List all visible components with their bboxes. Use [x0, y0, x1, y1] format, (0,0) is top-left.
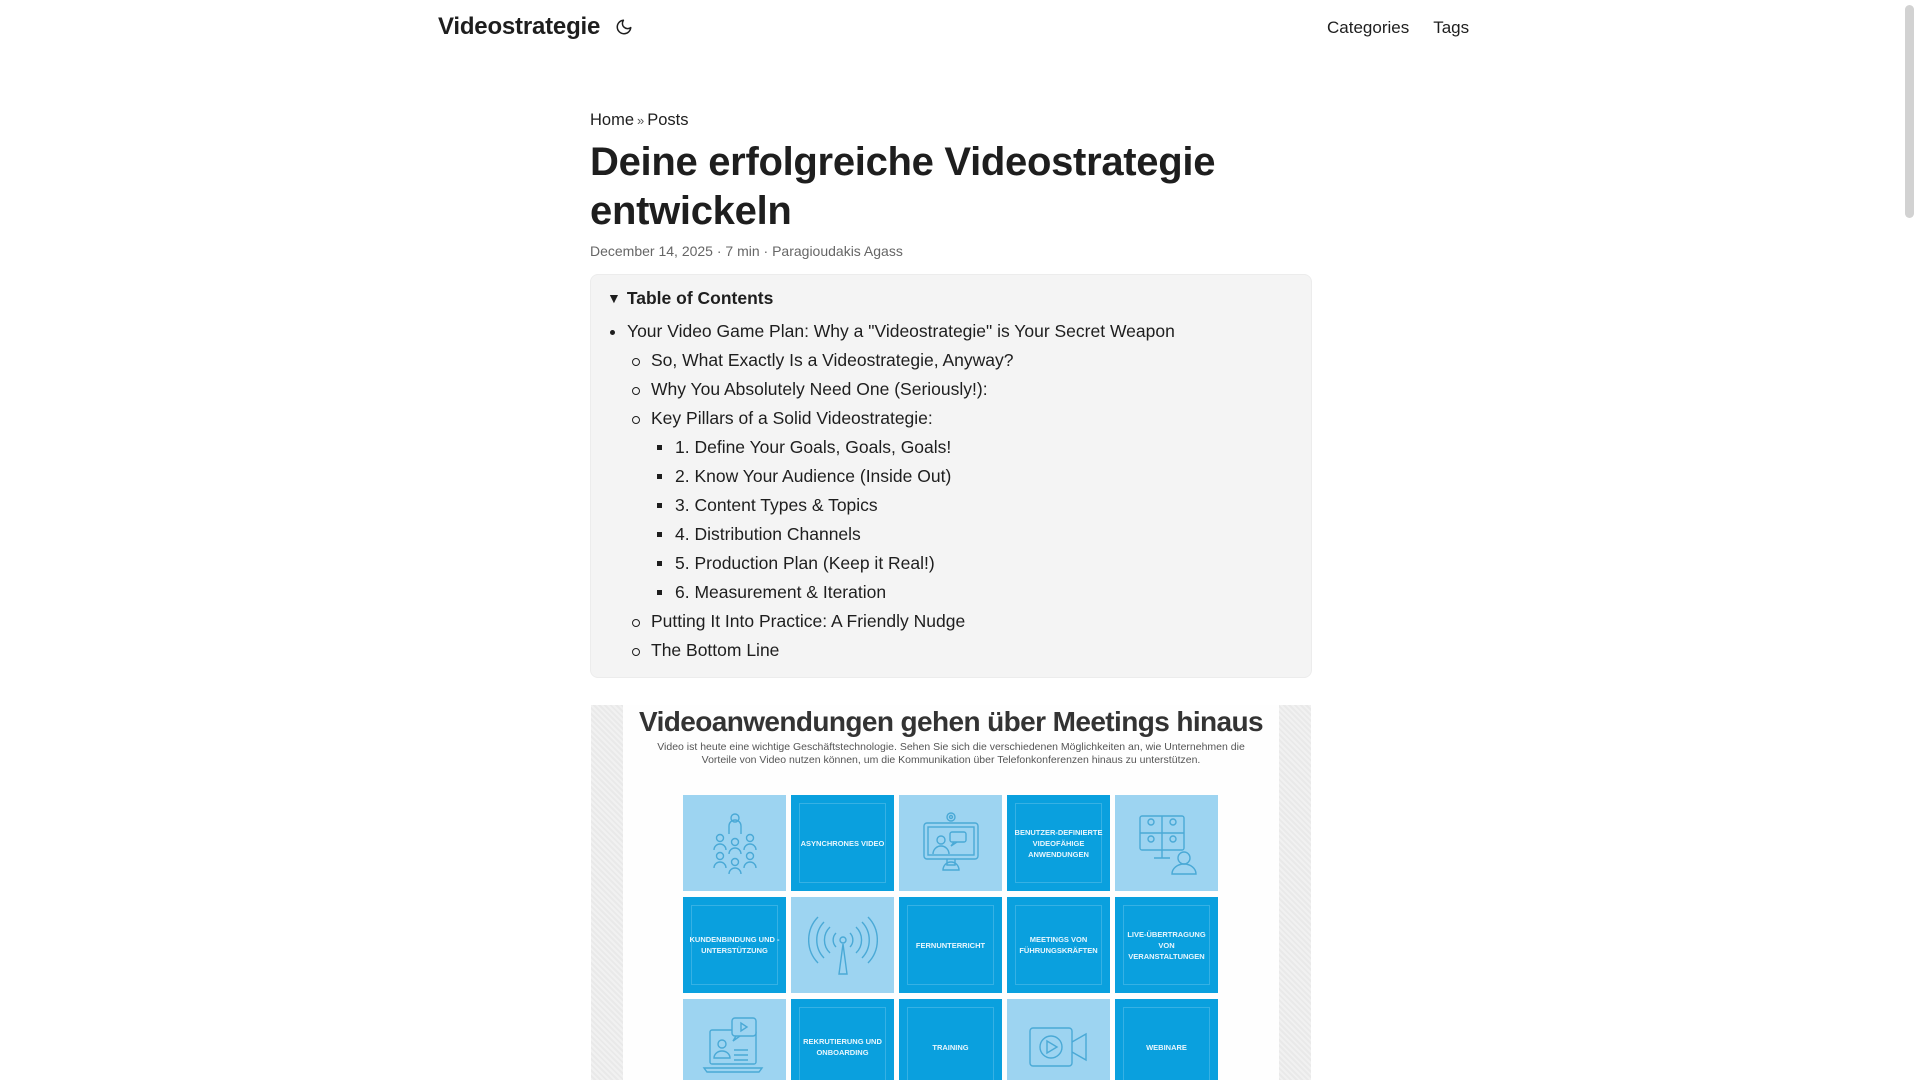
toc-link-into-practice[interactable]: Putting It Into Practice: A Friendly Nudge — [651, 611, 966, 631]
tile-video-grid — [1115, 795, 1218, 891]
infographic-image — [591, 705, 1311, 1080]
page-scrollbar[interactable] — [1905, 5, 1914, 218]
toc-link-pillar-1[interactable]: 1. Define Your Goals, Goals, Goals! — [675, 437, 952, 457]
tile-video-call — [899, 795, 1002, 891]
tile-label: LIVE-ÜBERTRAGUNG VON VERANSTALTUNGEN — [1127, 929, 1206, 961]
site-header — [0, 0, 1920, 60]
toc-item — [627, 375, 1293, 404]
toc-item — [627, 404, 1293, 607]
tile-video-camera — [1007, 999, 1110, 1080]
post-meta: December 14, 2025 · 7 min · Paragioudakis Agass — [590, 243, 903, 259]
tile-broadcast — [791, 897, 894, 993]
toc-item — [607, 317, 1293, 665]
post-main — [590, 108, 1312, 678]
table-of-contents — [590, 274, 1312, 678]
toc-link-pillar-6[interactable]: 6. Measurement & Iteration — [675, 582, 887, 602]
tile-label: WEBINARE — [1146, 1042, 1187, 1052]
toc-list — [607, 317, 1293, 665]
breadcrumb-home[interactable]: Home — [590, 111, 635, 129]
toc-item — [627, 346, 1293, 375]
tile-label: ASYNCHRONES VIDEO — [800, 838, 885, 848]
nav-tags[interactable]: Tags — [1433, 18, 1470, 37]
tile-label: FERNUNTERRICHT — [915, 940, 986, 950]
tile-label: MEETINGS VON FÜHRUNGSKRÄFTEN — [1019, 935, 1098, 955]
toc-link-pillar-2[interactable]: 2. Know Your Audience (Inside Out) — [675, 466, 952, 486]
infographic-canvas — [623, 705, 1279, 1080]
toc-link-why-need-one[interactable]: Why You Absolutely Need One (Seriously!): — [651, 379, 988, 399]
tile-recruiting — [791, 999, 894, 1080]
toc-link-pillar-5[interactable]: 5. Production Plan (Keep it Real!) — [675, 553, 935, 573]
toc-link-key-pillars[interactable]: Key Pillars of a Solid Videostrategie: — [651, 408, 933, 428]
toc-item — [651, 520, 1293, 549]
audience-group-icon — [700, 808, 770, 878]
toc-item — [627, 636, 1293, 665]
toc-summary-label: Table of Contents — [626, 287, 774, 308]
toc-link-video-game-plan[interactable]: Your Video Game Plan: Why a "Videostrategie" is Your Secret Weapon — [627, 321, 1175, 341]
broadcast-antenna-icon — [808, 910, 878, 980]
tile-customer-support — [683, 897, 786, 993]
toc-item — [651, 491, 1293, 520]
toc-link-bottom-line[interactable]: The Bottom Line — [651, 640, 780, 660]
tile-audience — [683, 795, 786, 891]
tile-webinars — [1115, 999, 1218, 1080]
toc-link-pillar-3[interactable]: 3. Content Types & Topics — [675, 495, 878, 515]
breadcrumb-separator: » — [637, 113, 645, 128]
tile-laptop-chat — [683, 999, 786, 1080]
tile-label: TRAINING — [932, 1042, 969, 1052]
tile-training — [899, 999, 1002, 1080]
toc-item — [651, 433, 1293, 462]
site-logo[interactable]: Videostrategie — [438, 13, 601, 40]
triangle-down-icon: ▼ — [607, 290, 621, 306]
toc-item — [627, 607, 1293, 636]
toc-pillars-list — [651, 433, 1293, 607]
breadcrumb-posts[interactable]: Posts — [647, 111, 689, 129]
tile-label: REKRUTIERUNG UND ONBOARDING — [803, 1037, 882, 1057]
video-call-monitor-icon — [916, 808, 986, 878]
video-grid-presenter-icon — [1132, 808, 1202, 878]
laptop-video-chat-icon — [700, 1012, 770, 1080]
tile-label: KUNDENBINDUNG UND -UNTERSTÜTZUNG — [689, 935, 780, 955]
page-title: Deine erfolgreiche Videostrategie entwickeln — [590, 140, 1216, 233]
use-case-grid — [683, 795, 1218, 1080]
toc-link-what-exactly[interactable]: So, What Exactly Is a Videostrategie, Anyway? — [651, 350, 1014, 370]
toc-link-pillar-4[interactable]: 4. Distribution Channels — [675, 524, 861, 544]
breadcrumb — [590, 108, 1312, 132]
tile-custom-apps — [1007, 795, 1110, 891]
toc-item — [651, 462, 1293, 491]
top-nav — [1327, 18, 1469, 38]
moon-icon[interactable] — [614, 17, 634, 37]
tile-live-events — [1115, 897, 1218, 993]
tile-label: BENUTZER-DEFINIERTE VIDEOFÄHIGE ANWENDUNGEN — [1014, 827, 1103, 859]
infographic-subtitle: Video ist heute eine wichtige Geschäftstechnologie. Sehen Sie sich die verschiedenen Möglichkeiten an, wie Unternehmen die Vorteile von Video nutzen können, um die Kommunikation über Telefonkonferenzen hinaus zu unterstützen. — [657, 741, 1245, 766]
tile-distance-learning — [899, 897, 1002, 993]
tile-executive-meetings — [1007, 897, 1110, 993]
toc-toggle[interactable] — [607, 285, 1293, 311]
toc-sublist — [627, 346, 1293, 665]
nav-categories[interactable]: Categories — [1327, 18, 1410, 37]
video-camera-icon — [1024, 1012, 1094, 1080]
logo-group — [438, 13, 634, 41]
toc-item — [651, 578, 1293, 607]
toc-item — [651, 549, 1293, 578]
infographic-title: Videoanwendungen gehen über Meetings hinaus — [639, 706, 1263, 737]
tile-async-video — [791, 795, 894, 891]
